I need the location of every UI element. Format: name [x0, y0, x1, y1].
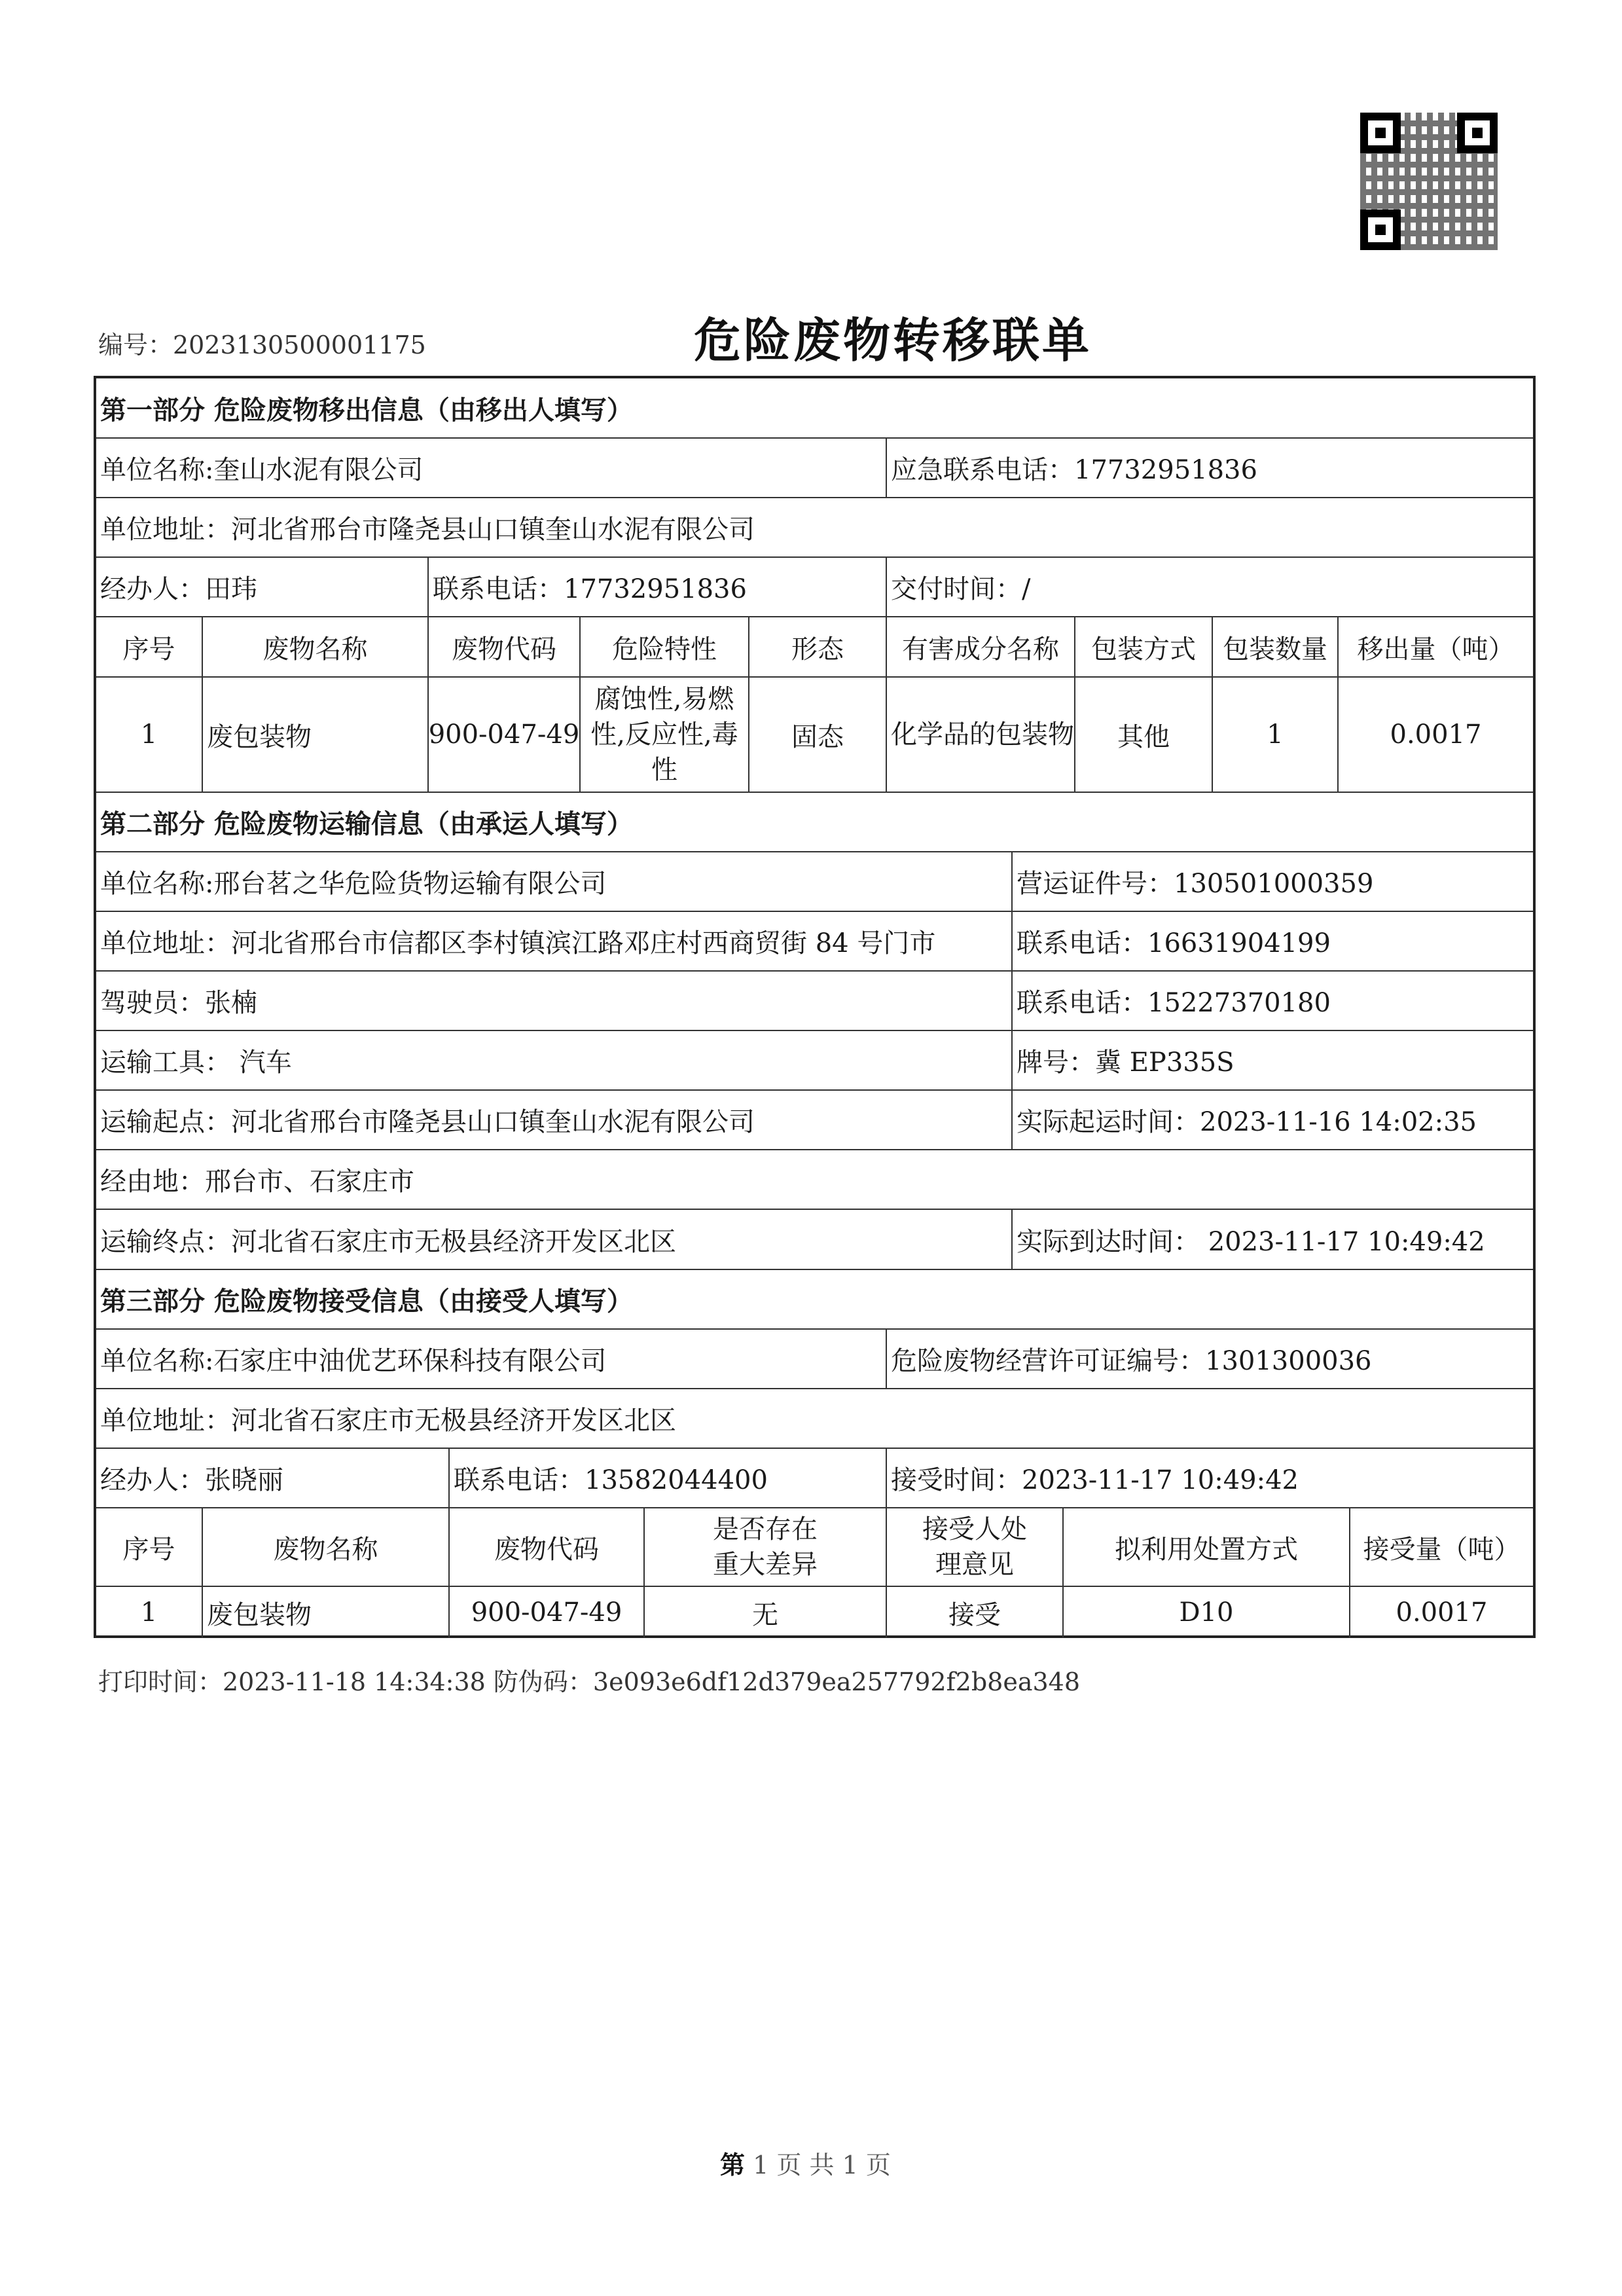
page-suffix: 页 [865, 2151, 891, 2179]
part2-address-row [96, 912, 1533, 972]
part1-unit-name: 单位名称:奎山水泥有限公司 [96, 439, 887, 497]
p3-col-diff: 是否存在重大差异 [645, 1508, 887, 1586]
p1-col-form: 形态 [749, 617, 887, 676]
part2-depart-time: 实际起运时间：2023-11-16 14:02:35 [1017, 1107, 1477, 1137]
page-current: 1 [753, 2151, 769, 2179]
part2-heading-row [96, 793, 1533, 852]
table-row [96, 678, 1533, 793]
p3-col-seq: 序号 [96, 1508, 203, 1586]
p1-col-packing: 包装方式 [1075, 617, 1213, 676]
p3-row-seq: 1 [96, 1587, 203, 1638]
part2-destination-row [96, 1210, 1533, 1270]
part2-unit-address: 单位地址：河北省邢台市信都区李村镇滨江路邓庄村西商贸街 84 号门市 [96, 912, 1013, 970]
part2-origin: 运输起点：河北省邢台市隆尧县山口镇奎山水泥有限公司 [96, 1091, 1013, 1149]
part2-vehicle-row [96, 1031, 1533, 1091]
p3-row-code: 900-047-49 [450, 1587, 645, 1638]
p3-col-code: 废物代码 [450, 1508, 645, 1586]
qr-code [1360, 113, 1498, 250]
p1-row-component: 化学品的包装物 [887, 678, 1075, 792]
part1-handler: 经办人：田玮 [96, 558, 429, 616]
part1-unit-row [96, 439, 1533, 498]
serial-number: 编号：2023130500001175 [98, 331, 426, 359]
p3-row-opinion: 接受 [887, 1587, 1064, 1638]
part2-destination: 运输终点：河北省石家庄市无极县经济开发区北区 [96, 1210, 1013, 1269]
p1-row-name: 废包装物 [203, 678, 429, 792]
part1-handler-row [96, 558, 1533, 617]
p1-row-seq: 1 [96, 678, 203, 792]
part2-driver-phone: 联系电话：15227370180 [1017, 988, 1331, 1018]
part3-heading-row [96, 1270, 1533, 1330]
part1-delivery-time: 交付时间：/ [891, 574, 1031, 604]
part3-handler-row [96, 1449, 1533, 1508]
p1-col-hazard: 危险特性 [581, 617, 749, 676]
part2-driver-row [96, 972, 1533, 1031]
p1-col-component: 有害成分名称 [887, 617, 1075, 676]
part3-table-header [96, 1508, 1533, 1587]
document-title: 危险废物转移联单 [694, 312, 1092, 368]
p3-col-amount: 接受量（吨） [1363, 1534, 1521, 1565]
part2-unit-row [96, 852, 1533, 912]
p3-row-method: D10 [1064, 1587, 1350, 1638]
table-row [96, 1587, 1533, 1638]
print-info: 打印时间：2023-11-18 14:34:38 防伪码：3e093e6df12d379ea257792f2b8ea348 [98, 1667, 1080, 1696]
part3-accept-time: 接受时间：2023-11-17 10:49:42 [891, 1465, 1299, 1495]
part3-unit-row [96, 1330, 1533, 1389]
p3-row-name: 废包装物 [203, 1587, 450, 1638]
p1-row-code: 900-047-49 [429, 678, 581, 792]
page-mid: 页 共 [776, 2151, 835, 2179]
part1-unit-address: 单位地址：河北省邢台市隆尧县山口镇奎山水泥有限公司 [100, 515, 755, 545]
p3-col-method: 拟利用处置方式 [1064, 1508, 1350, 1586]
part2-arrive-time: 实际到达时间： 2023-11-17 10:49:42 [1017, 1226, 1485, 1257]
part2-origin-row [96, 1091, 1533, 1150]
p1-row-amount: 0.0017 [1390, 720, 1482, 750]
p1-col-seq: 序号 [96, 617, 203, 676]
part1-emergency-phone: 应急联系电话：17732951836 [891, 455, 1257, 485]
part2-via: 经由地：邢台市、石家庄市 [100, 1167, 414, 1197]
part2-driver: 驾驶员：张楠 [96, 972, 1013, 1030]
p3-col-name: 废物名称 [203, 1508, 450, 1586]
part2-vehicle: 运输工具： 汽车 [96, 1031, 1013, 1089]
p3-col-opinion: 接受人处理意见 [887, 1508, 1064, 1586]
p1-row-packing: 其他 [1075, 678, 1213, 792]
part3-heading: 第三部分 危险废物接受信息（由接受人填写） [100, 1286, 633, 1317]
page-total: 1 [842, 2151, 858, 2179]
p3-row-amount: 0.0017 [1396, 1597, 1488, 1628]
part2-unit-phone: 联系电话：16631904199 [1017, 928, 1331, 958]
part3-contact-phone: 联系电话：13582044400 [450, 1449, 887, 1507]
part3-unit-name: 单位名称:石家庄中油优艺环保科技有限公司 [96, 1330, 887, 1388]
part3-handler: 经办人：张晓丽 [96, 1449, 450, 1507]
part1-table-header [96, 617, 1533, 678]
part3-address-row [96, 1389, 1533, 1449]
part2-heading: 第二部分 危险废物运输信息（由承运人填写） [100, 809, 633, 839]
p1-row-hazard: 腐蚀性,易燃性,反应性,毒性 [581, 678, 749, 792]
part1-heading: 第一部分 危险废物移出信息（由移出人填写） [100, 395, 633, 426]
p1-col-amount: 移出量（吨） [1357, 634, 1515, 665]
part3-unit-address: 单位地址：河北省石家庄市无极县经济开发区北区 [100, 1406, 676, 1436]
p1-row-pack-qty: 1 [1213, 678, 1339, 792]
p3-row-diff: 无 [645, 1587, 887, 1638]
part1-contact-phone: 联系电话：17732951836 [429, 558, 887, 616]
page-indicator [720, 2145, 891, 2181]
transfer-form [94, 376, 1536, 1638]
p1-col-name: 废物名称 [203, 617, 429, 676]
part2-unit-name: 单位名称:邢台茗之华危险货物运输有限公司 [96, 852, 1013, 911]
p1-col-code: 废物代码 [429, 617, 581, 676]
p1-row-form: 固态 [749, 678, 887, 792]
p1-col-pack-qty: 包装数量 [1213, 617, 1339, 676]
part2-permit: 营运证件号：130501000359 [1017, 869, 1374, 899]
part2-plate: 牌号：冀 EP335S [1017, 1048, 1235, 1078]
part1-address-row [96, 498, 1533, 558]
part3-license: 危险废物经营许可证编号：1301300036 [891, 1346, 1372, 1376]
part1-heading-row [96, 378, 1533, 439]
page-prefix: 第 [720, 2150, 746, 2179]
part2-via-row [96, 1150, 1533, 1210]
